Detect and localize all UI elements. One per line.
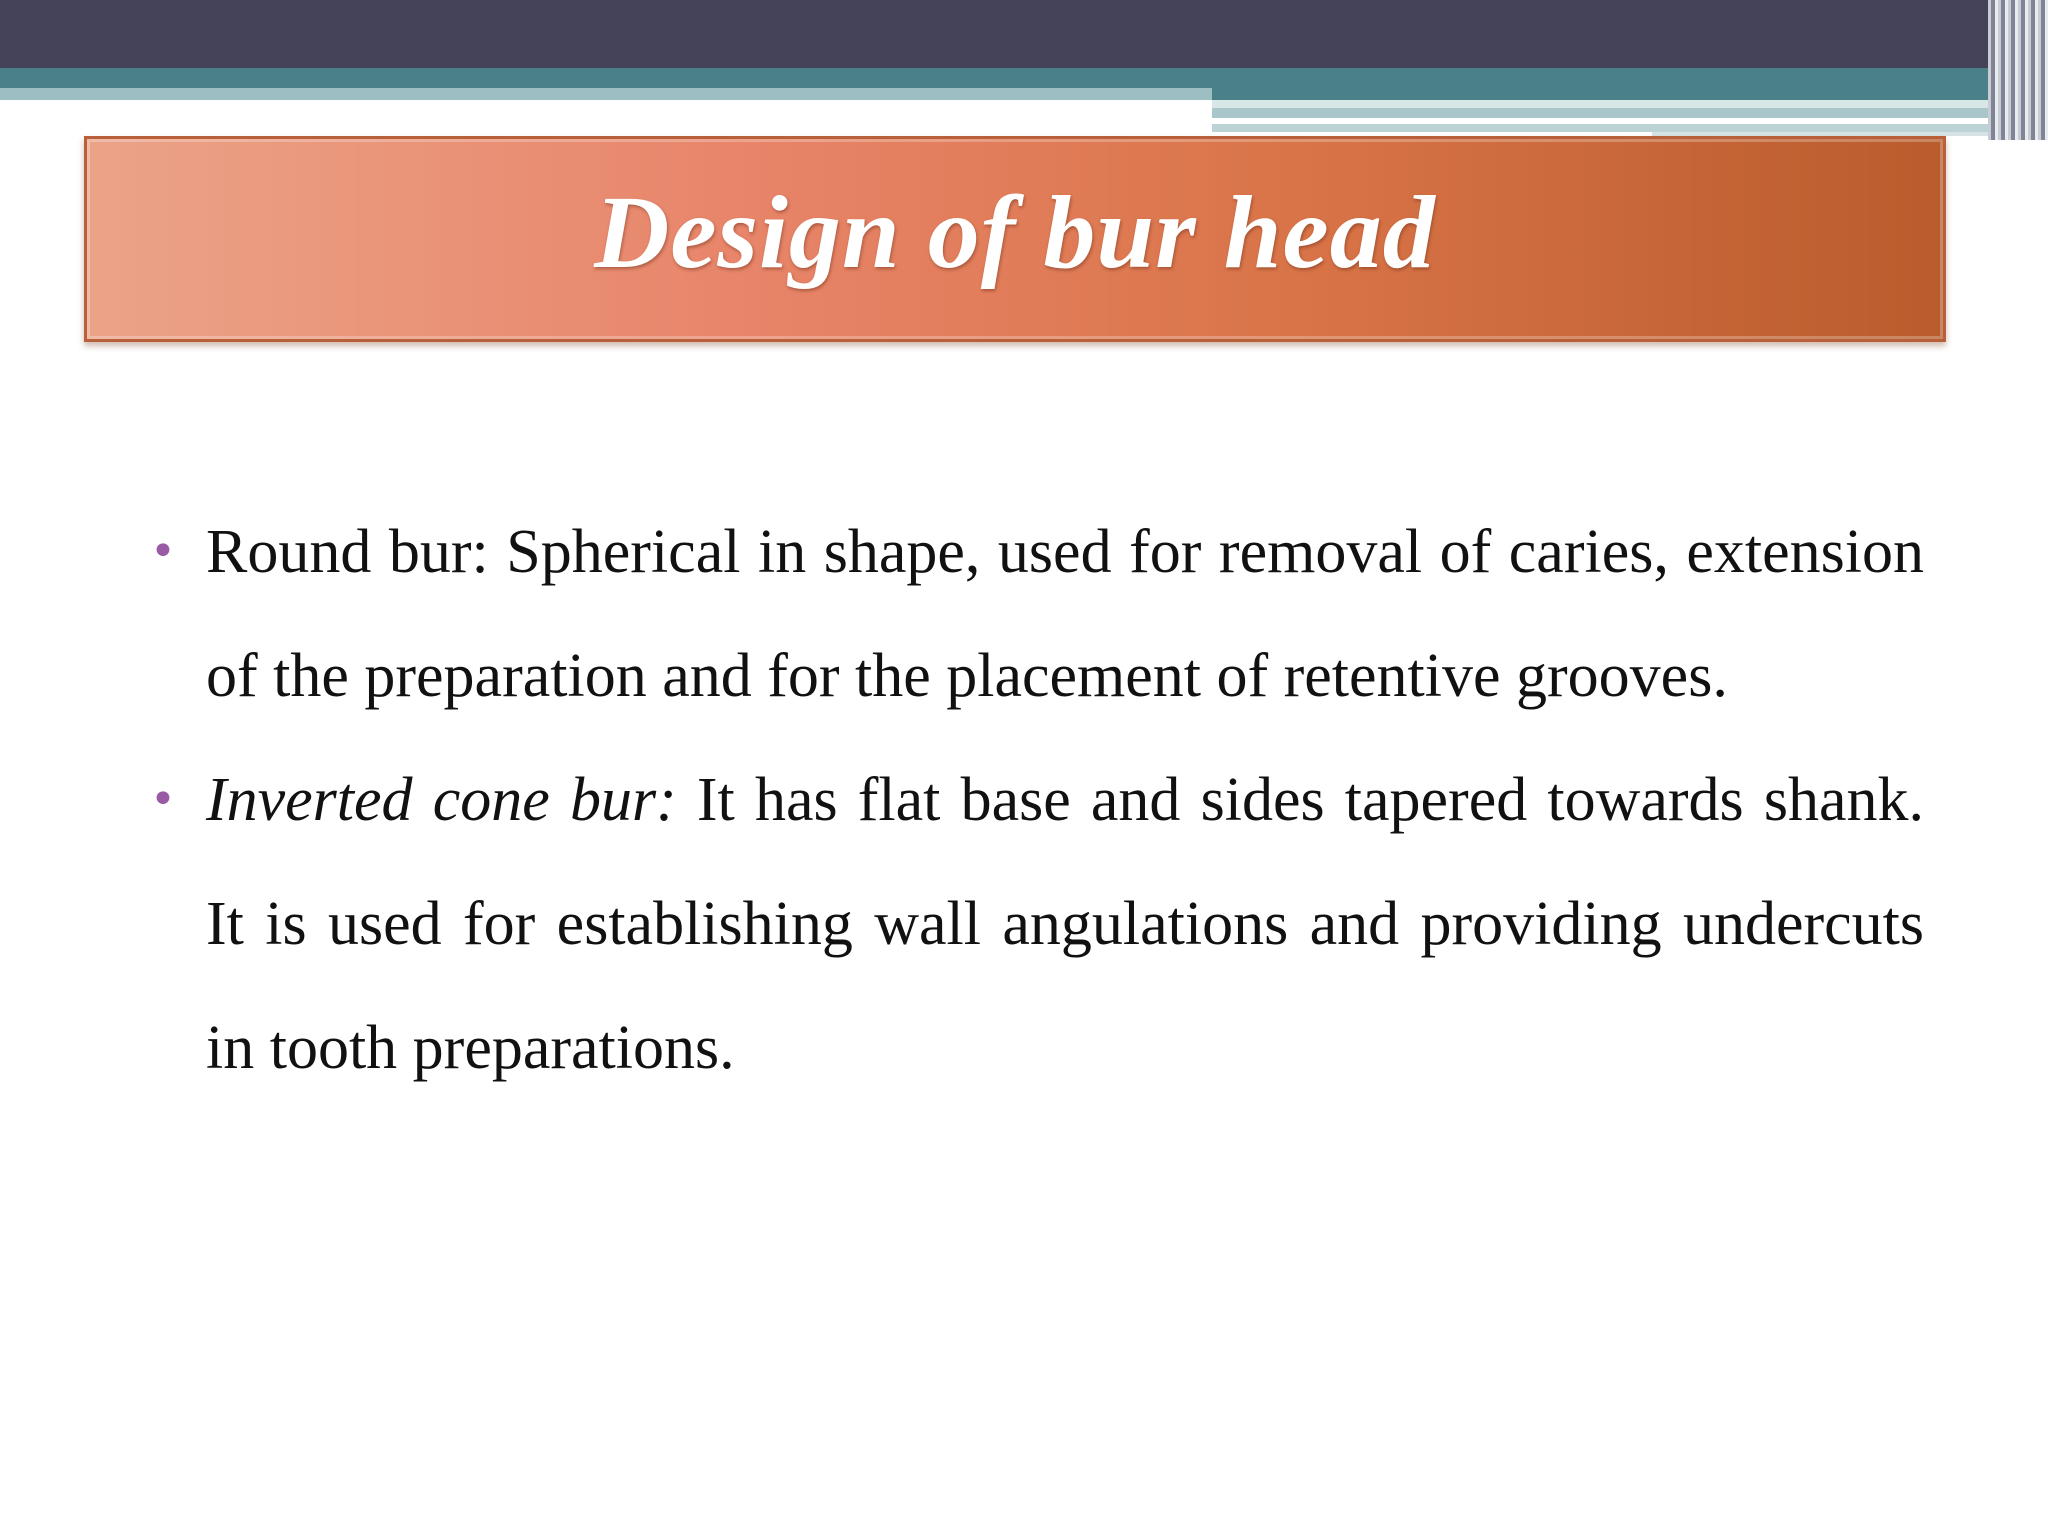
bullet-item-inverted-cone-bur xyxy=(150,738,1924,1110)
slide-body xyxy=(150,490,1924,1110)
bullet-text: It has flat base and sides tapered towards shank. It is used for establishing wall angulations and providing undercuts in tooth preparations. xyxy=(206,766,1925,1082)
corner-stripes-decoration xyxy=(1988,0,2048,140)
header-band-light xyxy=(0,88,1212,100)
bullet-term: Inverted cone bur: xyxy=(206,766,677,834)
header-band-right-5 xyxy=(1212,124,2048,132)
bullet-term: Round bur: xyxy=(206,518,489,586)
header-band-teal xyxy=(0,68,2048,88)
header-band-dark xyxy=(0,0,2048,68)
header-band-right-3 xyxy=(1212,108,2048,118)
bullet-dot-icon: • xyxy=(150,774,176,825)
header-band-right-1 xyxy=(1212,88,2048,100)
bullet-item-round-bur xyxy=(150,490,1924,738)
bullet-text: Spherical in shape, used for removal of caries, extension of the preparation and for the placement of retentive grooves. xyxy=(206,518,1924,710)
header-band-right-2 xyxy=(1212,100,2048,108)
bullet-dot-icon: • xyxy=(150,526,176,577)
title-banner xyxy=(84,136,1946,342)
slide-title: Design of bur head xyxy=(594,174,1436,290)
